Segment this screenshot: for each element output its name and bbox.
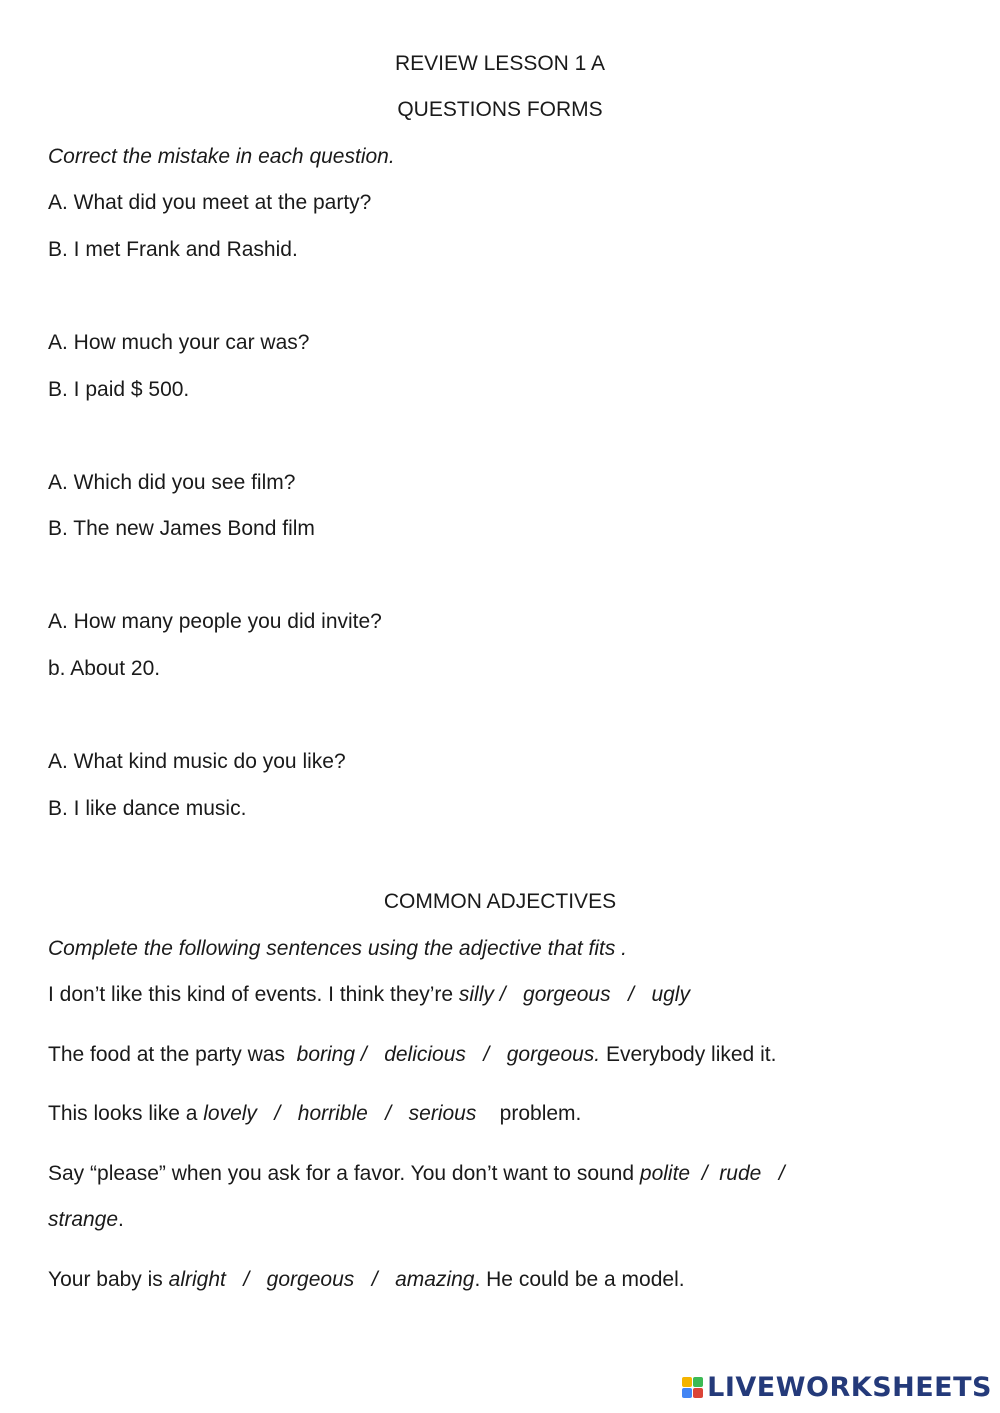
sentence-1: I don’t like this kind of events. I think they’re silly / gorgeous / ugly <box>48 983 690 1006</box>
sentence-5-options[interactable]: alright / gorgeous / amazing <box>168 1268 475 1291</box>
dialogue-1-answer: B. I met Frank and Rashid. <box>48 238 298 261</box>
sentence-4-continued: strange. <box>48 1208 124 1231</box>
dialogue-3-question: A. Which did you see film? <box>48 471 296 494</box>
dialogue-5-question: A. What kind music do you like? <box>48 750 346 773</box>
sentence-2: The food at the party was boring / delicious / gorgeous. Everybody liked it. <box>48 1043 777 1066</box>
page-title: REVIEW LESSON 1 A <box>394 52 606 75</box>
dialogue-1-question: A. What did you meet at the party? <box>48 191 372 214</box>
sentence-1-options[interactable]: silly / gorgeous / ugly <box>458 983 690 1006</box>
section-heading-common-adjectives: COMMON ADJECTIVES <box>383 890 617 913</box>
dialogue-5-answer: B. I like dance music. <box>48 797 247 820</box>
brand-text: LIVEWORKSHEETS <box>707 1372 992 1403</box>
dialogue-4-question: A. How many people you did invite? <box>48 610 382 633</box>
sentence-4-options[interactable]: polite / rude / <box>639 1162 785 1185</box>
dialogue-2-question: A. How much your car was? <box>48 331 310 354</box>
liveworksheets-grid-icon <box>682 1377 703 1398</box>
instruction-complete-sentences: Complete the following sentences using the adjective that fits . <box>48 937 627 960</box>
sentence-3: This looks like a lovely / horrible / serious problem. <box>48 1102 582 1125</box>
section-heading-question-forms: QUESTIONS FORMS <box>397 98 603 121</box>
liveworksheets-logo <box>682 1372 992 1403</box>
sentence-4-option-strange[interactable]: strange <box>48 1208 119 1231</box>
sentence-2-options[interactable]: boring / delicious / gorgeous. <box>296 1043 601 1066</box>
sentence-3-options[interactable]: lovely / horrible / serious <box>203 1102 477 1125</box>
instruction-correct-mistake: Correct the mistake in each question. <box>48 145 395 168</box>
sentence-4: Say “please” when you ask for a favor. You don’t want to sound polite / rude / <box>48 1162 785 1185</box>
dialogue-4-answer: b. About 20. <box>48 657 161 680</box>
sentence-5: Your baby is alright / gorgeous / amazing. He could be a model. <box>48 1268 685 1291</box>
dialogue-2-answer: B. I paid $ 500. <box>48 378 190 401</box>
dialogue-3-answer: B. The new James Bond film <box>48 517 315 540</box>
